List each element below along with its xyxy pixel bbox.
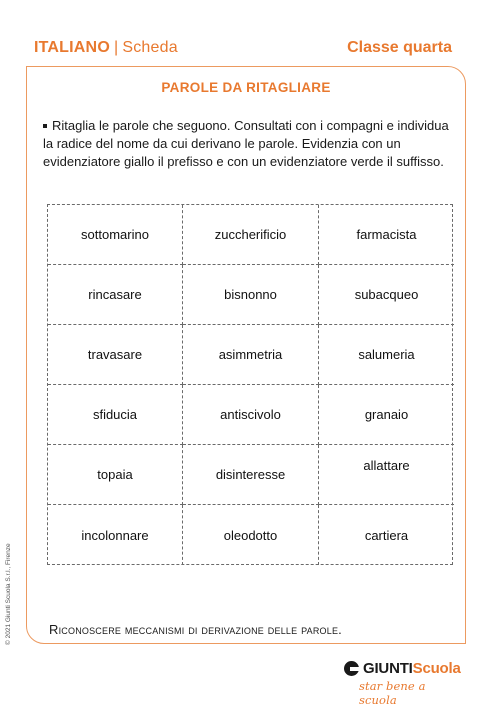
word-card[interactable]: antiscivolo [183,385,319,445]
brand-main: GIUNTI [363,660,413,677]
word-card[interactable]: sfiducia [48,385,183,445]
word-card[interactable]: incolonnare [48,505,183,565]
header-subject-line [34,39,178,57]
word-card[interactable]: cartiera [364,527,409,543]
word-card[interactable]: asimmetria [183,325,319,385]
header-separator: | [113,39,119,56]
word-card[interactable]: bisnonno [183,265,319,325]
bullet-icon [43,124,47,128]
word-card[interactable]: farmacista [319,205,454,265]
word-card[interactable]: topaia [48,445,183,505]
word-card[interactable]: disinteresse [183,445,319,505]
instructions-text: Ritaglia le parole che seguono. Consultati con i compagni e individua la radice del nome da cui derivano le parole. Evidenzia con un evidenziatore giallo il prefisso e con un evidenziatore verde il suffisso. [43,118,449,169]
learning-objective: Riconoscere meccanismi di derivazione delle parole. [49,622,342,637]
word-card[interactable]: salumeria [319,325,454,385]
word-card[interactable]: granaio [319,385,454,445]
word-card[interactable]: travasare [48,325,183,385]
brand-tagline: star bene a scuola [359,679,426,707]
brand-accent: Scuola [412,660,461,677]
sheet-type-label: Scheda [122,39,178,56]
word-card[interactable]: zuccherificio [183,205,319,265]
grade-label: Classe quarta [347,39,452,56]
publisher-logo [344,660,464,707]
instructions-paragraph [43,117,451,171]
subject-label: ITALIANO [34,39,110,56]
worksheet-title: PAROLE DA RITAGLIARE [161,80,331,95]
giunti-g-icon [344,661,359,676]
copyright-notice: © 2021 Giunti Scuola S.r.l., Firenze [5,543,12,645]
word-card[interactable]: allattare [319,445,454,505]
worksheet-frame [26,66,466,644]
word-card[interactable]: subacqueo [319,265,454,325]
word-card[interactable]: rincasare [48,265,183,325]
brand-name [363,660,461,677]
word-card[interactable]: sottomarino [48,205,183,265]
word-card[interactable]: oleodotto [183,505,319,565]
cutout-word-grid [47,204,453,565]
